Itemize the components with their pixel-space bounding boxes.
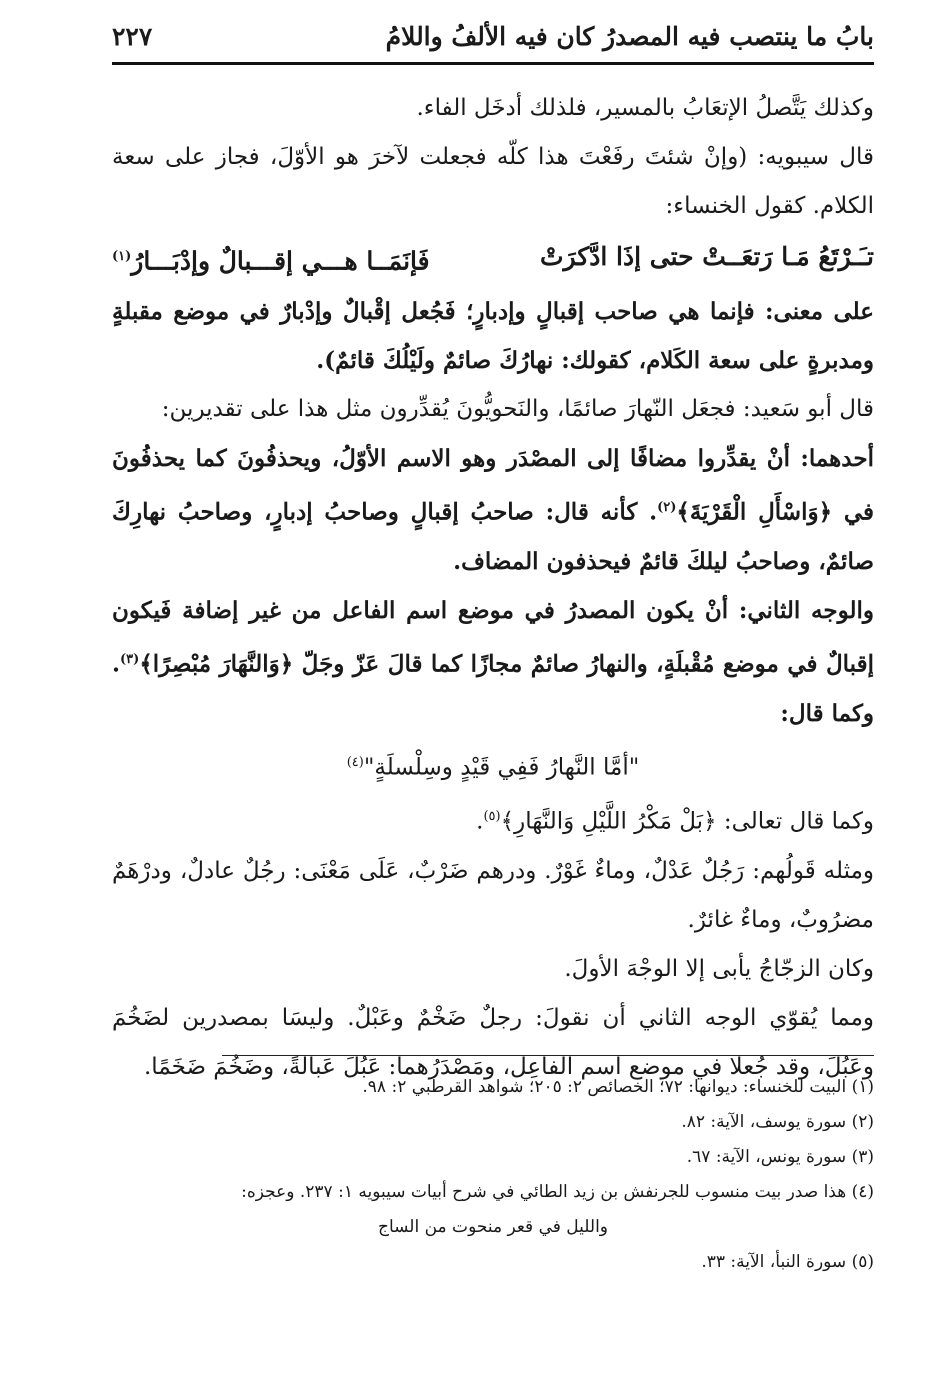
- footnote-ref-2: (٢): [657, 500, 677, 516]
- footnote-2: (٢) سورة يوسف، الآية: ٨٢.: [681, 1112, 874, 1132]
- header-rule: [112, 62, 874, 65]
- footnote-ref-4: (٤): [346, 754, 364, 770]
- quoted-hemistich-text: "أمَّا النَّهارُ فَفِي قَيْدٍ وسِلْسلَةٍ": [363, 754, 640, 781]
- paragraph-3: على معنى: فإنما هي صاحب إقبالٍ وإدبارٍ؛ فَجُعل إقْبالٌ وإدْبارٌ في موضع مقبلةٍ ومدبرةٍ على سعة الكَلام، كقولك: نهارُكَ صائمٌ ولَيْلُكَ قائمٌ).: [112, 298, 874, 375]
- footnote-ref-5: (٥): [483, 809, 501, 825]
- footnote-4: (٤) هذا صدر بيت منسوب للجرنفش بن زيد الطائي في شرح أبيات سيبويه ١: ٢٣٧. وعجزه:: [241, 1182, 874, 1202]
- footnote-1: (١) البيت للخنساء: ديوانها: ٧٢؛ الخصائص ٢: ٢٠٥؛ شواهد القرطبي ٢: ٩٨.: [362, 1077, 874, 1097]
- footnote-ref-3: (٣): [120, 651, 140, 667]
- paragraph-6-text: والوجه الثاني: أنْ يكون المصدرُ في موضع اسم الفاعل من غير إضافة فَيكون إقبالٌ في موضع مُقْبلَةٍ، والنهارُ صائمٌ مجازًا كما قالَ عَزّ وجَلّ ﴿وَالنَّهَارَ مُبْصِرًا﴾: [112, 596, 874, 678]
- paragraph-10: ومما يُقوّي الوجه الثاني أن نقولَ: رجلٌ ضَخْمٌ وعَبْلٌ. وليسَا بمصدرين لضَخُمَ وعَبُلَ، وقد جُعلا في موضع اسم الفاعِل، ومَصْدَرُهما: عَبُلَ عَبالةً، وضَخُمَ ضَخَمًا.: [112, 1004, 874, 1080]
- quoted-hemistich: [112, 738, 874, 793]
- paragraph-9: وكان الزجّاجُ يأبى إلا الوجْهَ الأولَ.: [564, 955, 874, 982]
- paragraph-7-continued: .: [476, 808, 484, 835]
- footnotes: [112, 1070, 874, 1280]
- paragraph-5-continued: . كأنه قال: صاحبُ إقبالٍ وصاحبُ إدبارٍ، وصاحبُ نهارِكَ صائمٌ، وصاحبُ ليلكَ قائمٌ فيحذفون المضاف.: [112, 498, 874, 575]
- main-text: [112, 84, 874, 1092]
- footnote-rule: [222, 1055, 874, 1056]
- verse-second-text: فَإنَمَــا هـــي إقـــبالٌ وإدْبَـــارُ: [131, 246, 430, 276]
- paragraph-7-text: وكما قال تعالى: ﴿بَلْ مَكْرُ اللَّيْلِ وَالنَّهَارِ﴾: [500, 808, 874, 835]
- page-header: [112, 20, 874, 60]
- paragraph-6: [112, 586, 874, 738]
- footnote-4-verse: والليل في قعر منحوت من الساج: [377, 1217, 609, 1237]
- verse-line: [112, 231, 874, 287]
- paragraph-7: [112, 792, 874, 847]
- paragraph-6-continued: . وكما قال:: [112, 650, 874, 727]
- paragraph-4: قال أبو سَعيد: فجعَل النّهارَ صائمًا، والنَحويُّونَ يُقدِّرون مثل هذا على تقديرين:: [161, 396, 874, 423]
- verse-second-hemistich: [112, 231, 430, 287]
- paragraph-5-text: أحدهما: أنْ يقدِّروا مضافًا إلى المصْدَر وهو الاسم الأوّلُ، ويحذفُونَ كما يحذفُونَ في ﴿وَاسْأَلِ الْقَرْيَةَ﴾: [112, 445, 874, 526]
- paragraph-8: ومثله قَولُهم: رَجُلٌ عَدْلٌ، وماءٌ غَوْرٌ. ودرهم ضَرْبٌ، عَلَى مَعْنَى: رجُلٌ عادلٌ، ودرْهَمٌ مضرُوبٌ، وماءٌ غائرٌ.: [112, 857, 874, 933]
- chapter-title: بابُ ما ينتصب فيه المصدرُ كان فيه الألفُ واللامُ: [385, 22, 874, 51]
- paragraph-5: [112, 434, 874, 586]
- verse-first-hemistich: تـَـرْتَعُ مَـا رَتعَــتْ حتى إذَا ادَّكرَتْ: [540, 242, 874, 271]
- paragraph-1: وكذلك يَتَّصلُ الإتعَابُ بالمسير، فلذلك أدخَل الفاء.: [416, 95, 874, 121]
- footnote-5: (٥) سورة النبأ، الآية: ٣٣.: [701, 1252, 874, 1272]
- paragraph-2: قال سيبويه: (وإنْ شئتَ رفَعْتَ هذا كلّه فجعلت لآخرَ هو الأوّلَ، فجاز على سعة الكلام. كقول الخنساء:: [112, 144, 874, 219]
- footnote-3: (٣) سورة يونس، الآية: ٦٧.: [686, 1147, 874, 1167]
- page-number: ٢٢٧: [112, 22, 153, 51]
- footnote-ref-1: (١): [112, 249, 132, 264]
